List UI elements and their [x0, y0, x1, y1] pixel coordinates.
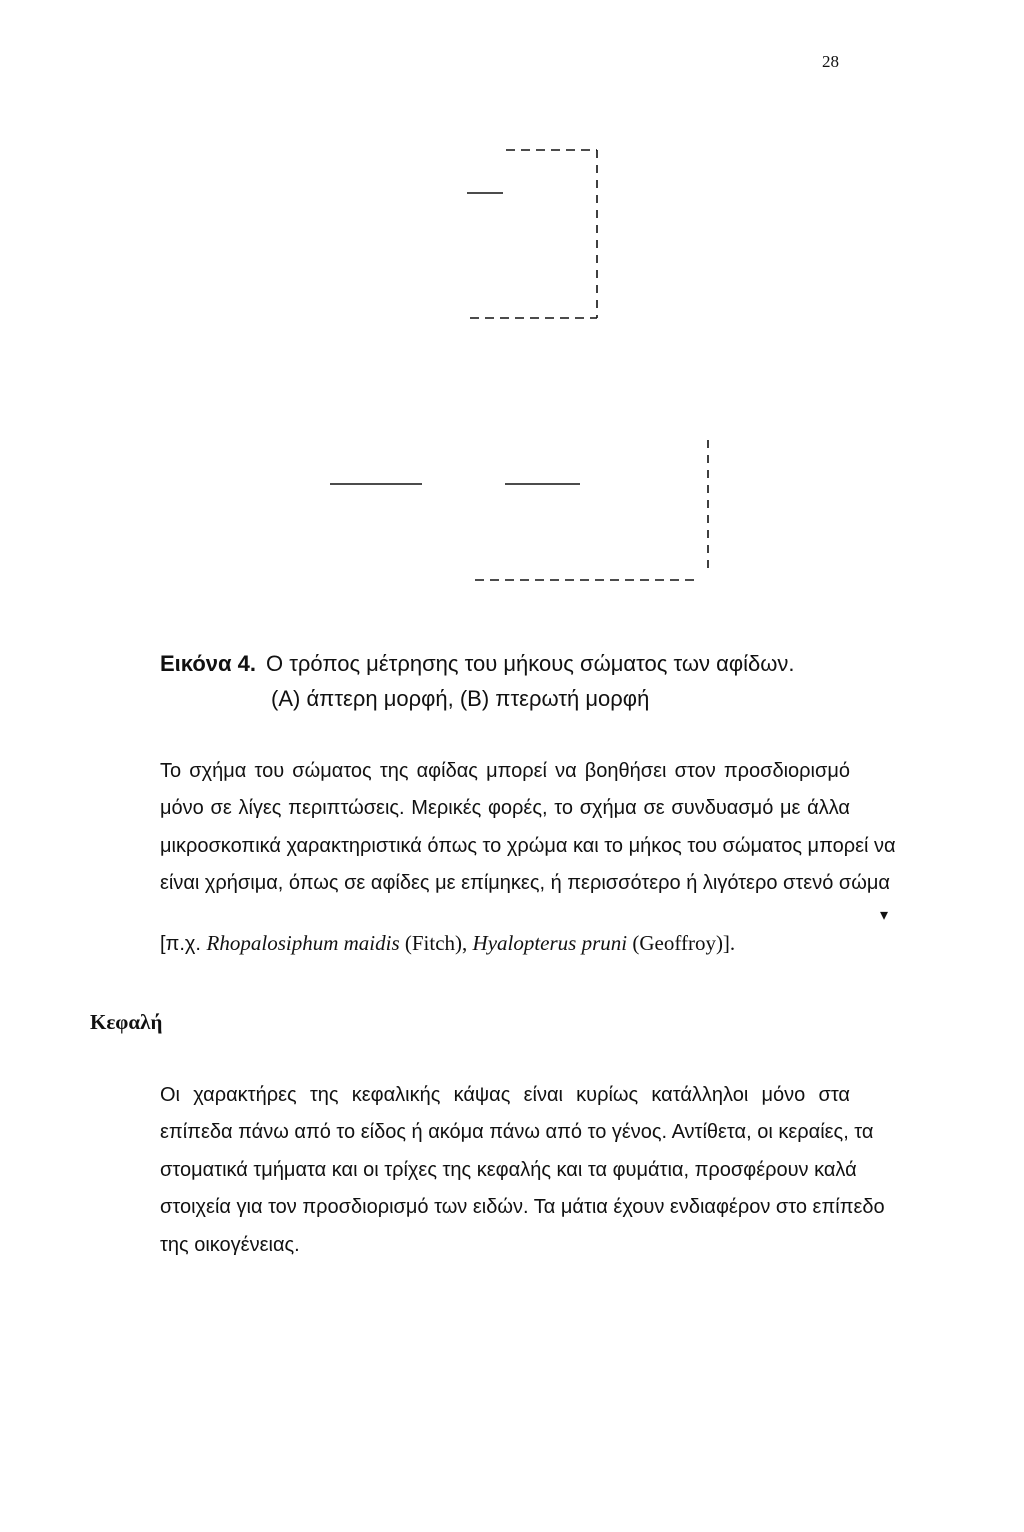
paragraph-line: Οι χαρακτήρες της κεφαλικής κάψας είναι κυρίως κατάλληλοι μόνο στα	[160, 1084, 850, 1106]
paragraph-line: της οικογένειας.	[160, 1233, 300, 1256]
species-author-2: (Geoffroy)].	[627, 931, 736, 955]
section-heading: Κεφαλή	[90, 1010, 163, 1034]
paragraph-line: στοιχεία για τον προσδιορισμό των ειδών. Τα μάτια έχουν ενδιαφέρον στο επίπεδο	[160, 1196, 885, 1219]
figure-caption	[160, 647, 880, 680]
species-author-1: (Fitch),	[399, 931, 473, 955]
species-name-2: Hyalopterus pruni	[472, 931, 628, 955]
reference-prefix: [π.χ.	[160, 933, 207, 955]
figure-4-diagram	[0, 0, 1024, 620]
figure-a-measurement	[467, 150, 597, 318]
figure-b-measurement	[330, 440, 708, 580]
body-paragraph-1	[160, 753, 896, 903]
figure-caption-label: Εικόνα 4.	[160, 651, 256, 676]
paragraph-line: Το σχήμα του σώματος της αφίδας μπορεί να βοηθήσει στον προσδιορισμό	[160, 760, 850, 782]
paragraph-line: μόνο σε λίγες περιπτώσεις. Μερικές φορές, το σχήμα σε συνδυασμό με άλλα	[160, 797, 850, 820]
scan-mark: ▾	[880, 907, 889, 924]
paragraph-line: είναι χρήσιμα, όπως σε αφίδες με επίμηκες, ή περισσότερο ή λιγότερο στενό σώμα	[160, 872, 890, 895]
figure-caption-line2: (Α) άπτερη μορφή, (Β) πτερωτή μορφή	[271, 686, 650, 711]
paragraph-line: στοματικά τμήματα και οι τρίχες της κεφαλής και τα φυμάτια, προσφέρουν καλά	[160, 1158, 857, 1181]
species-reference-line	[160, 931, 735, 956]
page-number: 28	[822, 52, 839, 71]
species-name-1: Rhopalosiphum maidis	[206, 931, 400, 955]
body-paragraph-2	[160, 1077, 885, 1264]
figure-caption-text: Ο τρόπος μέτρησης του μήκους σώματος των αφίδων.	[265, 651, 795, 676]
paragraph-line: μικροσκοπικά χαρακτηριστικά όπως το χρώμα και το μήκος του σώματος μπορεί να	[160, 834, 896, 857]
paragraph-line: επίπεδα πάνω από το είδος ή ακόμα πάνω από το γένος. Αντίθετα, οι κεραίες, τα	[160, 1121, 874, 1144]
